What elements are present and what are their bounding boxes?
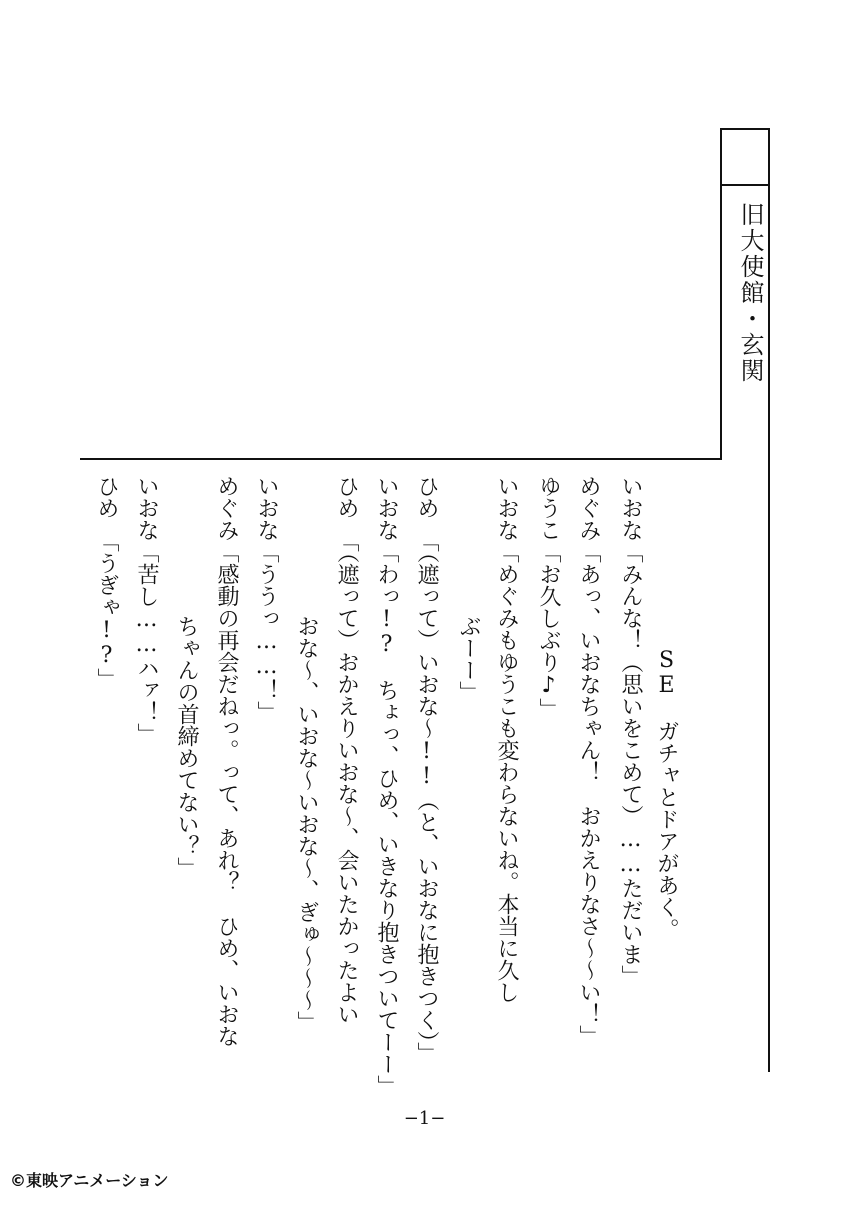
dialogue-text: 「めぐみもゆうこも変わらないね。本当に久し bbox=[494, 541, 519, 1003]
dialogue-text: ぶーー」 bbox=[456, 615, 481, 703]
dialogue-line bbox=[616, 475, 644, 1075]
se-label: SE bbox=[654, 648, 679, 698]
speaker-name: めぐみ bbox=[214, 475, 239, 541]
dialogue-line bbox=[332, 475, 360, 1075]
speaker-name: いおな bbox=[254, 475, 279, 541]
dialogue-text: 「お久しぶり♪」 bbox=[536, 541, 561, 720]
dialogue-text: 「感動の再会だねっ。って、あれ？ ひめ、いおな bbox=[214, 541, 239, 1047]
dialogue-text: おな〜、いおな〜いおな〜、ぎゅ〜〜〜」 bbox=[294, 615, 319, 1033]
speaker-name: めぐみ bbox=[576, 475, 601, 541]
right-border-line bbox=[768, 460, 770, 1072]
dialogue-text: 「わっ!? ちょっ、ひめ、いきなり抱きついてーー」 bbox=[374, 541, 399, 1097]
speaker-name: ひめ bbox=[334, 475, 359, 519]
se-text: ガチャとドアがあく。 bbox=[654, 720, 679, 940]
scene-heading-box bbox=[720, 128, 770, 460]
dialogue-text: 「（遮って）おかえりいおな〜、会いたかったよい bbox=[334, 541, 359, 1025]
speaker-name: ゆうこ bbox=[536, 475, 561, 541]
dialogue-line bbox=[92, 475, 120, 1075]
scene-title: 旧大使館・玄関 bbox=[736, 202, 764, 384]
speaker-name: ひめ bbox=[414, 475, 439, 519]
sound-effect-direction bbox=[652, 648, 680, 940]
speaker-name: いおな bbox=[494, 475, 519, 541]
dialogue-text: ちゃんの首締めてない？」 bbox=[174, 615, 199, 879]
copyright-notice: ©東映アニメーション bbox=[10, 1171, 169, 1190]
speaker-name: いおな bbox=[618, 475, 643, 541]
dialogue-line bbox=[212, 475, 240, 1075]
dialogue-text: 「うぎゃ!?」 bbox=[94, 541, 119, 690]
dialogue-line bbox=[534, 475, 562, 1075]
dialogue-text: 「みんな！（思いをこめて）……ただいま」 bbox=[618, 541, 643, 987]
dialogue-line bbox=[132, 475, 160, 1075]
speaker-name: いおな bbox=[134, 475, 159, 541]
scene-heading-divider bbox=[722, 184, 768, 186]
dialogue-text: 「あっ、いおなちゃん！ おかえりなさ〜〜い！」 bbox=[576, 541, 601, 1047]
dialogue-line bbox=[574, 475, 602, 1075]
dialogue-line bbox=[492, 475, 520, 1075]
dialogue-text: 「ううっ……！」 bbox=[254, 541, 279, 723]
dialogue-text: 「（遮って）いおな〜!!（と、いおなに抱きつく）」 bbox=[414, 541, 439, 1064]
dialogue-line bbox=[252, 475, 280, 1075]
speaker-name: いおな bbox=[374, 475, 399, 541]
page-number: −1− bbox=[403, 1108, 446, 1129]
dialogue-line bbox=[412, 475, 440, 1075]
dialogue-text: 「苦し……ハァ！」 bbox=[134, 541, 159, 745]
dialogue-line bbox=[372, 475, 400, 1097]
header-rule bbox=[80, 458, 722, 460]
speaker-name: ひめ bbox=[94, 475, 119, 519]
